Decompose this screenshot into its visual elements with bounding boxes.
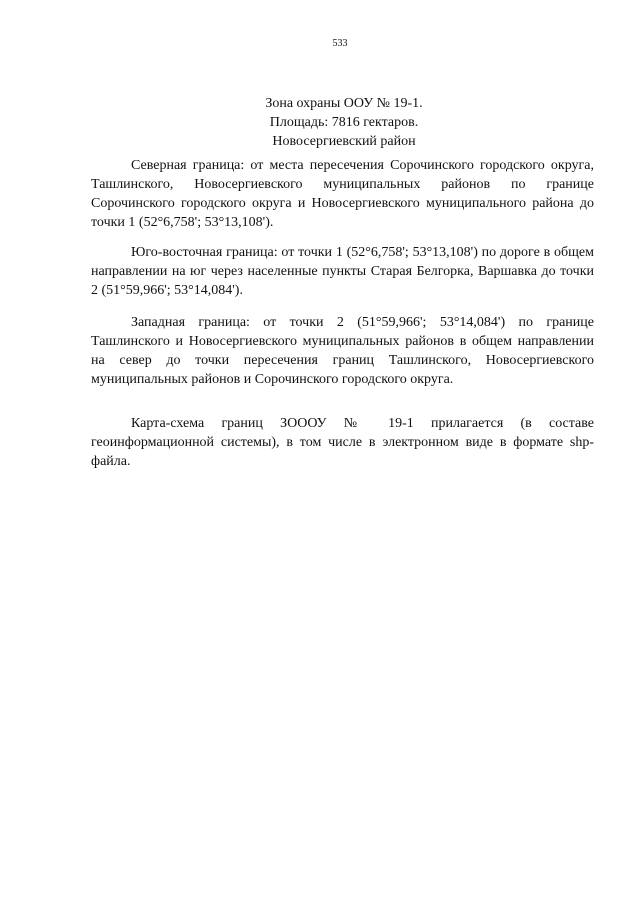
heading-zone-title: Зона охраны ООУ № 19-1. xyxy=(265,96,423,111)
heading-district: Новосергиевский район xyxy=(272,134,416,149)
paragraph-map-note: Карта-схема границ ЗОООУ № 19-1 прилагается (в составе геоинформационной системы), в том числе в электронном виде в формате shp-файла. xyxy=(91,416,594,469)
paragraph-west-boundary: Западная граница: от точки 2 (51°59,966'; 53°14,084') по границе Ташлинского и Новосергиевского муниципальных районов в общем направлении на север до точки пересечения границ Ташлинского, Новосергиевского муниципальных районов и Сорочинского городского округа. xyxy=(91,315,594,387)
heading-area: Площадь: 7816 гектаров. xyxy=(269,115,419,130)
paragraph-southeast-boundary: Юго-восточная граница: от точки 1 (52°6,758'; 53°13,108') по дороге в общем направлении на юг через населенные пункты Старая Белгорка, Варшавка до точки 2 (51°59,966'; 53°14,084'). xyxy=(91,245,594,298)
paragraph-north-boundary: Северная граница: от места пересечения Сорочинского городского округа, Ташлинского, Новосергиевского муниципальных районов по границе Сорочинского городского округа и Новосергиевского муниципального района до точки 1 (52°6,758'; 53°13,108'). xyxy=(91,158,594,230)
document-heading xyxy=(0,94,640,151)
page-number: 533 xyxy=(332,38,348,49)
